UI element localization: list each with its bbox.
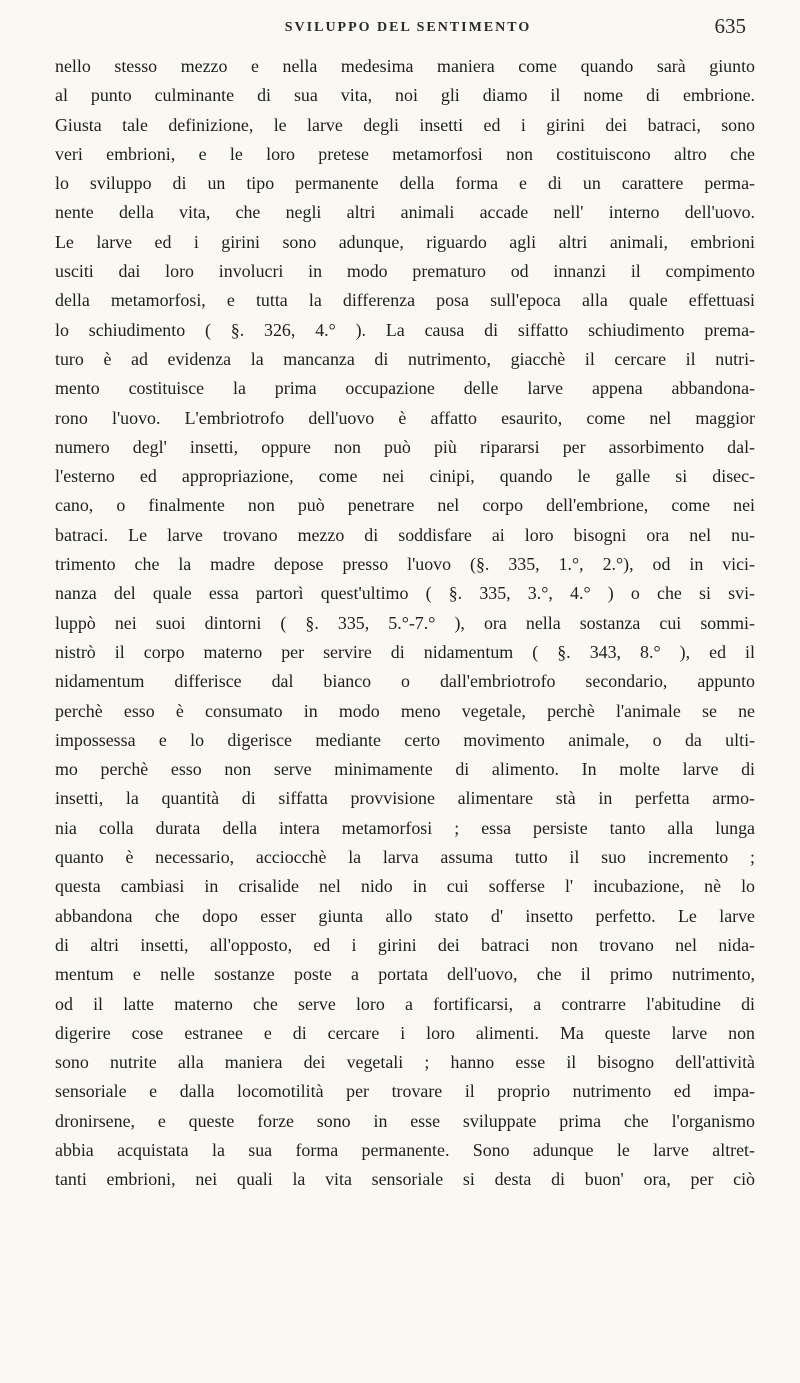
text-line: al punto culminante di sua vita, noi gli diamo il nome di embrione. [55, 85, 755, 106]
text-line: nanza del quale essa partorì quest'ultimo ( §. 335, 3.°, 4.° ) o che si svi- [55, 583, 755, 604]
text-line: nello stesso mezzo e nella medesima maniera come quando sarà giunto [55, 56, 755, 76]
text-line: veri embrioni, e le loro pretese metamorfosi non costituiscono altro che [55, 143, 755, 164]
text-line: della metamorfosi, e tutta la differenza posa sull'epoca alla quale effettuasi [55, 290, 755, 311]
text-line: nia colla durata della intera metamorfosi ; essa persiste tanto alla lunga [55, 817, 755, 838]
text-line: trimento che la madre depose presso l'uovo (§. 335, 1.°, 2.°), od in vici- [55, 554, 755, 575]
text-line: mo perchè esso non serve minimamente di alimento. In molte larve di [55, 759, 755, 780]
text-line: digerire cose estranee e di cercare i loro alimenti. Ma queste larve non [55, 1022, 755, 1043]
text-line: dronirsene, e queste forze sono in esse sviluppate prima che l'organismo [55, 1110, 755, 1131]
text-line: impossessa e lo digerisce mediante certo movimento animale, o da ulti- [55, 729, 755, 750]
text-line: batraci. Le larve trovano mezzo di soddisfare ai loro bisogni ora nel nu- [55, 524, 755, 545]
text-line: luppò nei suoi dintorni ( §. 335, 5.°-7.° ), ora nella sostanza cui sommi- [55, 612, 755, 633]
text-line: l'esterno ed appropriazione, come nei cinipi, quando le galle si disec- [55, 466, 755, 487]
text-line: nistrò il corpo materno per servire di nidamentum ( §. 343, 8.° ), ed il [55, 641, 755, 662]
text-line: abbandona che dopo esser giunta allo stato d' insetto perfetto. Le larve [55, 905, 755, 926]
text-line: lo schiudimento ( §. 326, 4.° ). La causa di siffatto schiudimento prema- [55, 319, 755, 340]
text-line: nente della vita, che negli altri animali accade nell' interno dell'uovo. [55, 202, 755, 223]
text-line: sensoriale e dalla locomotilità per trovare il proprio nutrimento ed impa- [55, 1081, 755, 1102]
text-line: insetti, la quantità di siffatta provvisione alimentare stà in perfetta armo- [55, 788, 755, 809]
text-line: Le larve ed i girini sono adunque, riguardo agli altri animali, embrioni [55, 231, 755, 252]
text-line: od il latte materno che serve loro a fortificarsi, a contrarre l'abitudine di [55, 993, 755, 1014]
text-line: abbia acquistata la sua forma permanente. Sono adunque le larve altret- [55, 1139, 755, 1160]
text-line: quanto è necessario, acciocchè la larva assuma tutto il suo incremento ; [55, 847, 755, 868]
text-line: mento costituisce la prima occupazione delle larve appena abbandona- [55, 378, 755, 399]
text-line: tanti embrioni, nei quali la vita sensoriale si desta di buon' ora, per ciò [55, 1169, 755, 1190]
text-line: nidamentum differisce dal bianco o dall'embriotrofo secondario, appunto [55, 671, 755, 692]
body-text [55, 52, 755, 1195]
text-line: perchè esso è consumato in modo meno vegetale, perchè l'animale se ne [55, 700, 755, 721]
text-line: di altri insetti, all'opposto, ed i girini dei batraci non trovano nel nida- [55, 934, 755, 955]
text-line: mentum e nelle sostanze poste a portata dell'uovo, che il primo nutrimento, [55, 964, 755, 985]
text-line: sono nutrite alla maniera dei vegetali ; hanno esse il bisogno dell'attività [55, 1052, 755, 1073]
text-line: numero degl' insetti, oppure non può più ripararsi per assorbimento dal- [55, 436, 755, 457]
text-line: lo sviluppo di un tipo permanente della forma e di un carattere perma- [55, 173, 755, 194]
text-line: cano, o finalmente non può penetrare nel corpo dell'embrione, come nei [55, 495, 755, 516]
text-line: turo è ad evidenza la mancanza di nutrimento, giacchè il cercare il nutri- [55, 348, 755, 369]
running-head: SVILUPPO DEL SENTIMENTO [284, 20, 532, 35]
text-line: Giusta tale definizione, le larve degli insetti ed i girini dei batraci, sono [55, 114, 755, 135]
page-number: 635 [714, 14, 746, 38]
text-line: questa cambiasi in crisalide nel nido in cui sofferse l' incubazione, nè lo [55, 876, 755, 897]
text-line: usciti dai loro involucri in modo prematuro od innanzi il compimento [55, 261, 755, 282]
text-line: rono l'uovo. L'embriotrofo dell'uovo è affatto esaurito, come nel maggior [55, 407, 755, 428]
